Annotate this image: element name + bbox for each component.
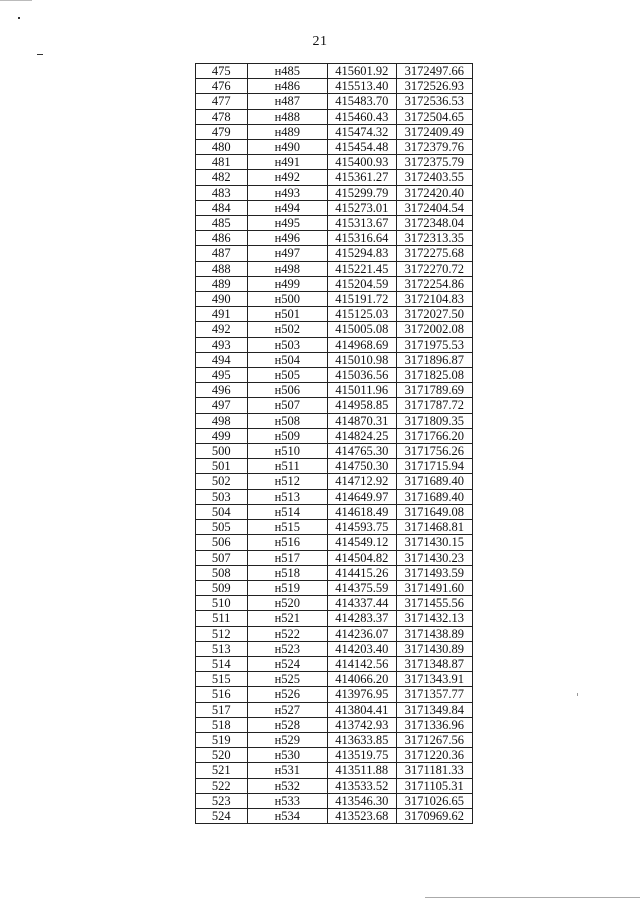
x-coordinate-cell: 414142.56 [327, 656, 396, 671]
x-coordinate-cell: 413742.93 [327, 717, 396, 732]
row-number-cell: 482 [196, 170, 248, 185]
row-number-cell: 495 [196, 368, 248, 383]
x-coordinate-cell: 415204.59 [327, 276, 396, 291]
table-row [196, 413, 473, 428]
table-row [196, 200, 473, 215]
row-number-cell: 512 [196, 626, 248, 641]
y-coordinate-cell: 3172504.65 [396, 109, 472, 124]
table-row [196, 611, 473, 626]
point-id-cell: н493 [247, 185, 327, 200]
row-number-cell: 493 [196, 337, 248, 352]
row-number-cell: 518 [196, 717, 248, 732]
table-row [196, 246, 473, 261]
point-id-cell: н490 [247, 140, 327, 155]
table-row [196, 109, 473, 124]
point-id-cell: н513 [247, 489, 327, 504]
x-coordinate-cell: 414750.30 [327, 459, 396, 474]
row-number-cell: 490 [196, 292, 248, 307]
point-id-cell: н487 [247, 94, 327, 109]
point-id-cell: н502 [247, 322, 327, 337]
point-id-cell: н509 [247, 428, 327, 443]
x-coordinate-cell: 415513.40 [327, 79, 396, 94]
y-coordinate-cell: 3171343.91 [396, 672, 472, 687]
row-number-cell: 516 [196, 687, 248, 702]
table-row [196, 383, 473, 398]
point-id-cell: н522 [247, 626, 327, 641]
y-coordinate-cell: 3172526.93 [396, 79, 472, 94]
table-row [196, 398, 473, 413]
row-number-cell: 499 [196, 428, 248, 443]
table-row [196, 140, 473, 155]
table-row [196, 808, 473, 823]
table-row [196, 474, 473, 489]
row-number-cell: 508 [196, 565, 248, 580]
point-id-cell: н503 [247, 337, 327, 352]
y-coordinate-cell: 3171430.23 [396, 550, 472, 565]
y-coordinate-cell: 3171348.87 [396, 656, 472, 671]
table-row [196, 307, 473, 322]
x-coordinate-cell: 415299.79 [327, 185, 396, 200]
row-number-cell: 510 [196, 596, 248, 611]
y-coordinate-cell: 3171766.20 [396, 428, 472, 443]
table-row [196, 565, 473, 580]
table-row [196, 352, 473, 367]
row-number-cell: 476 [196, 79, 248, 94]
table-row [196, 520, 473, 535]
point-id-cell: н512 [247, 474, 327, 489]
y-coordinate-cell: 3172403.55 [396, 170, 472, 185]
row-number-cell: 520 [196, 748, 248, 763]
point-id-cell: н524 [247, 656, 327, 671]
point-id-cell: н514 [247, 504, 327, 519]
row-number-cell: 487 [196, 246, 248, 261]
x-coordinate-cell: 414066.20 [327, 672, 396, 687]
row-number-cell: 504 [196, 504, 248, 519]
y-coordinate-cell: 3171649.08 [396, 504, 472, 519]
point-id-cell: н518 [247, 565, 327, 580]
table-row [196, 94, 473, 109]
table-row [196, 216, 473, 231]
scan-dash [37, 54, 43, 55]
y-coordinate-cell: 3171438.89 [396, 626, 472, 641]
table-row [196, 261, 473, 276]
y-coordinate-cell: 3172404.54 [396, 200, 472, 215]
scan-bottom-rule [425, 897, 640, 898]
table-row [196, 231, 473, 246]
row-number-cell: 488 [196, 261, 248, 276]
x-coordinate-cell: 414870.31 [327, 413, 396, 428]
y-coordinate-cell: 3171105.31 [396, 778, 472, 793]
table-row [196, 748, 473, 763]
x-coordinate-cell: 413633.85 [327, 732, 396, 747]
y-coordinate-cell: 3171493.59 [396, 565, 472, 580]
row-number-cell: 480 [196, 140, 248, 155]
point-id-cell: н534 [247, 808, 327, 823]
point-id-cell: н525 [247, 672, 327, 687]
row-number-cell: 497 [196, 398, 248, 413]
table-row [196, 763, 473, 778]
table-row [196, 687, 473, 702]
point-id-cell: н511 [247, 459, 327, 474]
x-coordinate-cell: 415400.93 [327, 155, 396, 170]
point-id-cell: н497 [247, 246, 327, 261]
x-coordinate-cell: 415454.48 [327, 140, 396, 155]
point-id-cell: н510 [247, 444, 327, 459]
x-coordinate-cell: 413976.95 [327, 687, 396, 702]
point-id-cell: н521 [247, 611, 327, 626]
y-coordinate-cell: 3171430.89 [396, 641, 472, 656]
row-number-cell: 492 [196, 322, 248, 337]
y-coordinate-cell: 3171432.13 [396, 611, 472, 626]
point-id-cell: н519 [247, 580, 327, 595]
table-row [196, 64, 473, 79]
y-coordinate-cell: 3171267.56 [396, 732, 472, 747]
row-number-cell: 498 [196, 413, 248, 428]
point-id-cell: н495 [247, 216, 327, 231]
point-id-cell: н507 [247, 398, 327, 413]
x-coordinate-cell: 413519.75 [327, 748, 396, 763]
table-row [196, 79, 473, 94]
y-coordinate-cell: 3172375.79 [396, 155, 472, 170]
point-id-cell: н516 [247, 535, 327, 550]
x-coordinate-cell: 414968.69 [327, 337, 396, 352]
table-row [196, 793, 473, 808]
x-coordinate-cell: 415483.70 [327, 94, 396, 109]
y-coordinate-cell: 3172275.68 [396, 246, 472, 261]
y-coordinate-cell: 3171787.72 [396, 398, 472, 413]
row-number-cell: 489 [196, 276, 248, 291]
x-coordinate-cell: 414824.25 [327, 428, 396, 443]
table-row [196, 672, 473, 687]
row-number-cell: 511 [196, 611, 248, 626]
table-row [196, 276, 473, 291]
point-id-cell: н523 [247, 641, 327, 656]
y-coordinate-cell: 3171825.08 [396, 368, 472, 383]
x-coordinate-cell: 415273.01 [327, 200, 396, 215]
scan-speck [577, 693, 578, 696]
row-number-cell: 485 [196, 216, 248, 231]
x-coordinate-cell: 414649.97 [327, 489, 396, 504]
table-row [196, 428, 473, 443]
table-row [196, 626, 473, 641]
table-row [196, 489, 473, 504]
x-coordinate-cell: 414337.44 [327, 596, 396, 611]
row-number-cell: 509 [196, 580, 248, 595]
table-row [196, 550, 473, 565]
table-row [196, 580, 473, 595]
point-id-cell: н533 [247, 793, 327, 808]
point-id-cell: н500 [247, 292, 327, 307]
row-number-cell: 506 [196, 535, 248, 550]
point-id-cell: н505 [247, 368, 327, 383]
row-number-cell: 502 [196, 474, 248, 489]
x-coordinate-cell: 415601.92 [327, 64, 396, 79]
x-coordinate-cell: 415474.32 [327, 124, 396, 139]
table-row [196, 732, 473, 747]
row-number-cell: 522 [196, 778, 248, 793]
y-coordinate-cell: 3171026.65 [396, 793, 472, 808]
row-number-cell: 523 [196, 793, 248, 808]
row-number-cell: 477 [196, 94, 248, 109]
y-coordinate-cell: 3172497.66 [396, 64, 472, 79]
table-row [196, 596, 473, 611]
point-id-cell: н496 [247, 231, 327, 246]
y-coordinate-cell: 3172027.50 [396, 307, 472, 322]
y-coordinate-cell: 3171455.56 [396, 596, 472, 611]
point-id-cell: н499 [247, 276, 327, 291]
x-coordinate-cell: 413511.88 [327, 763, 396, 778]
row-number-cell: 494 [196, 352, 248, 367]
table-row [196, 170, 473, 185]
x-coordinate-cell: 414236.07 [327, 626, 396, 641]
x-coordinate-cell: 414283.37 [327, 611, 396, 626]
row-number-cell: 486 [196, 231, 248, 246]
table-row [196, 778, 473, 793]
row-number-cell: 479 [196, 124, 248, 139]
row-number-cell: 483 [196, 185, 248, 200]
x-coordinate-cell: 413523.68 [327, 808, 396, 823]
row-number-cell: 475 [196, 64, 248, 79]
table-row [196, 641, 473, 656]
point-id-cell: н494 [247, 200, 327, 215]
row-number-cell: 496 [196, 383, 248, 398]
row-number-cell: 515 [196, 672, 248, 687]
point-id-cell: н488 [247, 109, 327, 124]
x-coordinate-cell: 414712.92 [327, 474, 396, 489]
x-coordinate-cell: 414958.85 [327, 398, 396, 413]
row-number-cell: 501 [196, 459, 248, 474]
y-coordinate-cell: 3172348.04 [396, 216, 472, 231]
x-coordinate-cell: 414593.75 [327, 520, 396, 535]
y-coordinate-cell: 3171181.33 [396, 763, 472, 778]
x-coordinate-cell: 414375.59 [327, 580, 396, 595]
y-coordinate-cell: 3171349.84 [396, 702, 472, 717]
y-coordinate-cell: 3172002.08 [396, 322, 472, 337]
row-number-cell: 514 [196, 656, 248, 671]
x-coordinate-cell: 413804.41 [327, 702, 396, 717]
x-coordinate-cell: 415316.64 [327, 231, 396, 246]
table-row [196, 155, 473, 170]
x-coordinate-cell: 415010.98 [327, 352, 396, 367]
x-coordinate-cell: 414504.82 [327, 550, 396, 565]
point-id-cell: н485 [247, 64, 327, 79]
table-row [196, 535, 473, 550]
x-coordinate-cell: 415294.83 [327, 246, 396, 261]
coordinates-table-body [196, 64, 473, 824]
x-coordinate-cell: 413533.52 [327, 778, 396, 793]
y-coordinate-cell: 3172104.83 [396, 292, 472, 307]
x-coordinate-cell: 415361.27 [327, 170, 396, 185]
row-number-cell: 517 [196, 702, 248, 717]
row-number-cell: 521 [196, 763, 248, 778]
y-coordinate-cell: 3172270.72 [396, 261, 472, 276]
table-row [196, 717, 473, 732]
coordinates-table [195, 63, 473, 824]
point-id-cell: н526 [247, 687, 327, 702]
table-row [196, 292, 473, 307]
table-row [196, 185, 473, 200]
table-row [196, 459, 473, 474]
row-number-cell: 503 [196, 489, 248, 504]
y-coordinate-cell: 3171689.40 [396, 474, 472, 489]
table-row [196, 322, 473, 337]
x-coordinate-cell: 415005.08 [327, 322, 396, 337]
y-coordinate-cell: 3172420.40 [396, 185, 472, 200]
table-row [196, 368, 473, 383]
y-coordinate-cell: 3172536.53 [396, 94, 472, 109]
point-id-cell: н504 [247, 352, 327, 367]
x-coordinate-cell: 414618.49 [327, 504, 396, 519]
y-coordinate-cell: 3172313.35 [396, 231, 472, 246]
y-coordinate-cell: 3171975.53 [396, 337, 472, 352]
x-coordinate-cell: 415036.56 [327, 368, 396, 383]
row-number-cell: 500 [196, 444, 248, 459]
scan-edge-line [0, 0, 32, 1]
row-number-cell: 513 [196, 641, 248, 656]
point-id-cell: н486 [247, 79, 327, 94]
y-coordinate-cell: 3172254.86 [396, 276, 472, 291]
x-coordinate-cell: 414549.12 [327, 535, 396, 550]
x-coordinate-cell: 415221.45 [327, 261, 396, 276]
x-coordinate-cell: 413546.30 [327, 793, 396, 808]
x-coordinate-cell: 415125.03 [327, 307, 396, 322]
x-coordinate-cell: 415191.72 [327, 292, 396, 307]
point-id-cell: н531 [247, 763, 327, 778]
row-number-cell: 519 [196, 732, 248, 747]
point-id-cell: н520 [247, 596, 327, 611]
y-coordinate-cell: 3171357.77 [396, 687, 472, 702]
row-number-cell: 484 [196, 200, 248, 215]
y-coordinate-cell: 3171715.94 [396, 459, 472, 474]
row-number-cell: 524 [196, 808, 248, 823]
page-number: 21 [312, 34, 328, 49]
point-id-cell: н528 [247, 717, 327, 732]
y-coordinate-cell: 3171789.69 [396, 383, 472, 398]
x-coordinate-cell: 415011.96 [327, 383, 396, 398]
point-id-cell: н492 [247, 170, 327, 185]
point-id-cell: н532 [247, 778, 327, 793]
row-number-cell: 507 [196, 550, 248, 565]
point-id-cell: н489 [247, 124, 327, 139]
x-coordinate-cell: 415313.67 [327, 216, 396, 231]
x-coordinate-cell: 414203.40 [327, 641, 396, 656]
y-coordinate-cell: 3172379.76 [396, 140, 472, 155]
y-coordinate-cell: 3171430.15 [396, 535, 472, 550]
row-number-cell: 491 [196, 307, 248, 322]
y-coordinate-cell: 3171336.96 [396, 717, 472, 732]
table-row [196, 702, 473, 717]
point-id-cell: н527 [247, 702, 327, 717]
y-coordinate-cell: 3172409.49 [396, 124, 472, 139]
table-row [196, 656, 473, 671]
point-id-cell: н501 [247, 307, 327, 322]
y-coordinate-cell: 3171809.35 [396, 413, 472, 428]
x-coordinate-cell: 415460.43 [327, 109, 396, 124]
table-row [196, 444, 473, 459]
scan-dot [18, 17, 20, 19]
y-coordinate-cell: 3170969.62 [396, 808, 472, 823]
row-number-cell: 481 [196, 155, 248, 170]
row-number-cell: 505 [196, 520, 248, 535]
y-coordinate-cell: 3171689.40 [396, 489, 472, 504]
point-id-cell: н515 [247, 520, 327, 535]
point-id-cell: н506 [247, 383, 327, 398]
x-coordinate-cell: 414765.30 [327, 444, 396, 459]
point-id-cell: н529 [247, 732, 327, 747]
y-coordinate-cell: 3171491.60 [396, 580, 472, 595]
point-id-cell: н498 [247, 261, 327, 276]
table-row [196, 337, 473, 352]
point-id-cell: н508 [247, 413, 327, 428]
y-coordinate-cell: 3171756.26 [396, 444, 472, 459]
point-id-cell: н517 [247, 550, 327, 565]
table-row [196, 124, 473, 139]
table-row [196, 504, 473, 519]
y-coordinate-cell: 3171896.87 [396, 352, 472, 367]
point-id-cell: н491 [247, 155, 327, 170]
y-coordinate-cell: 3171468.81 [396, 520, 472, 535]
y-coordinate-cell: 3171220.36 [396, 748, 472, 763]
point-id-cell: н530 [247, 748, 327, 763]
x-coordinate-cell: 414415.26 [327, 565, 396, 580]
row-number-cell: 478 [196, 109, 248, 124]
